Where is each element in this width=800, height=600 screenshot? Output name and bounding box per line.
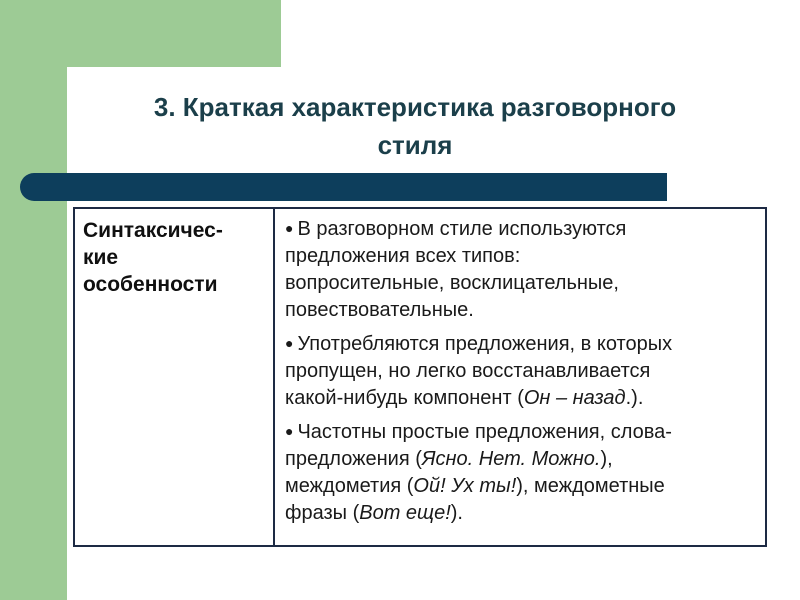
bullet-item-3 [285,418,759,527]
bullet-2-line-1: Употребляются предложения, в которых [297,333,673,355]
content-table [73,207,767,547]
header-line1: Синтаксичес- [83,219,223,242]
bullet-1-line-1: В разговорном стиле используются [297,218,627,240]
bullet-2-line-2: пропущен, но легко восстанавливается [285,360,651,382]
decorative-title-bar [20,173,667,201]
slide-title-line1: 3. Краткая характеристика разговорного [153,92,677,122]
bullet-3-line-2: предложения (Ясно. Нет. Можно.), [285,448,613,470]
decorative-green-strip [0,0,67,600]
bullet-3-line-4: фразы (Вот еще!). [285,502,463,524]
example-text: Ой! Ух ты! [413,475,517,497]
bullet-3-line-1: Частотны простые предложения, слова- [297,421,672,443]
bullet-dot-icon: ● [285,423,294,439]
example-text: Вот еще! [359,502,451,524]
bullet-item-1 [285,215,759,324]
bullet-1-line-4: повествовательные. [285,299,474,321]
bullet-dot-icon: ● [285,220,294,236]
example-text: Ясно. Нет. Можно. [421,448,601,470]
table-content-cell [275,209,765,545]
header-line3: особенности [83,273,218,296]
table-header-cell [75,209,275,545]
slide-title [95,88,735,164]
bullet-item-2 [285,330,759,412]
example-text: Он – назад [523,387,626,409]
bullet-3-line-3: междометия (Ой! Ух ты!), междометные [285,475,665,497]
bullet-2-line-3: какой-нибудь компонент (Он – назад.). [285,387,644,409]
bullet-1-line-3: вопросительные, восклицательные, [285,272,619,294]
bullet-1-line-2: предложения всех типов: [285,245,521,267]
header-line2: кие [83,246,119,269]
bullet-dot-icon: ● [285,335,294,351]
slide-title-line2: стиля [377,130,453,160]
